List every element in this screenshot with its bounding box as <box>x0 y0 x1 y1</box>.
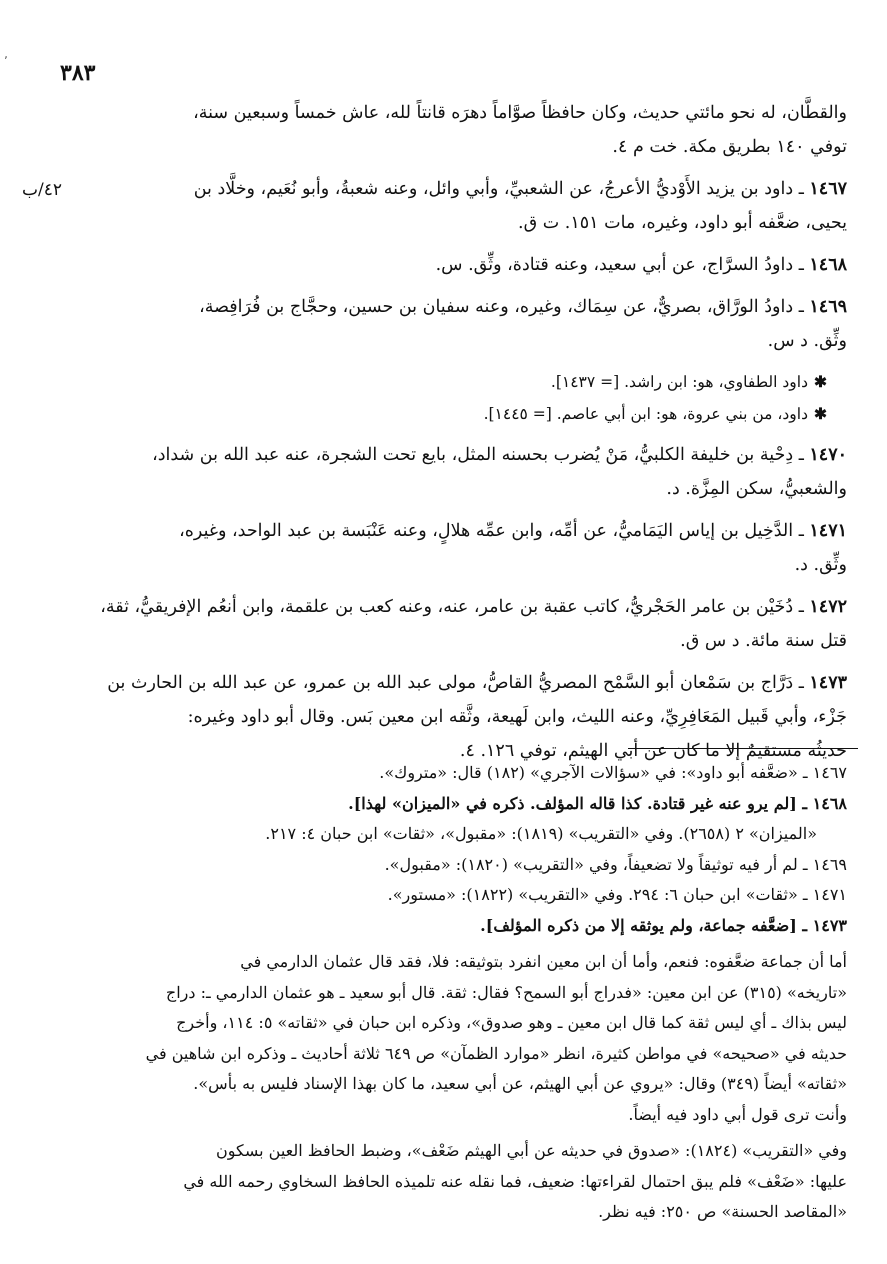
main-text <box>80 96 847 776</box>
entry-number: ١٤٦٩ <box>809 297 847 317</box>
entry-1469 <box>80 290 847 358</box>
entry-text: دَرَّاج بن سَمْعان أبو السَّمْح المصريُّ القاصُّ، مولى عبد الله بن عمرو، عن عبد الله بن الحارث بن <box>107 673 794 693</box>
entry-number: ١٤٦٨ <box>809 255 847 275</box>
text-line: أما أن جماعة ضعَّفوه: فنعم، وأما أن ابن معين انفرد بتوثيقه: فلا، فقد قال عثمان الدارمي في <box>240 952 847 971</box>
entry-number: ١٤٧٠ <box>809 445 847 465</box>
text-line: ١٤٦٧ ـ داود بن يزيد الأَوْديُّ الأعرجُ، عن الشعبيِّ، وأبي وائل، وعنه شعبةُ، وأبو نُعَيم، وخلَّاد بن <box>193 179 847 199</box>
text-line: «المقاصد الحسنة» ص ٢٥٠: فيه نظر. <box>598 1202 847 1221</box>
text-line: «ثقاته» أيضاً (٣٤٩) وقال: «يروي عن أبي الهيثم، عن أبي سعيد، ما كان بهذا الإسناد فليس به بأس». <box>193 1074 847 1093</box>
entry-1471 <box>80 514 847 582</box>
footnote-1471: ١٤٧١ ـ «ثقات» ابن حبان ٦: ٢٩٤. وفي «التقريب» (١٨٢٢): «مستور». <box>387 885 847 904</box>
text-line: ١٤٧١ ـ الدَّخِيل بن إياس اليَمَاميُّ، عن أمِّه، وابن عمِّه هلالٍ، وعنه عَنْبَسة بن عبد الواحد، وغيره، <box>179 521 847 541</box>
footnotes <box>80 758 847 1228</box>
entry-number: ١٤٧٢ <box>809 597 847 617</box>
text-line: «تاريخه» (٣١٥) عن ابن معين: «فدراج أبو السمح؟ فقال: ثقة. قال أبو سعيد ـ هو عثمان الدارمي ـ: دراج <box>165 982 847 1002</box>
text-line: وثِّق. د. <box>794 555 847 575</box>
footnote-1473: ١٤٧٣ ـ [ضعَّفه جماعة، ولم يوثقه إلا من ذكره المؤلف]. <box>480 915 847 935</box>
entry-1473 <box>80 666 847 768</box>
text-line: ١٤٧٣ ـ دَرَّاج بن سَمْعان أبو السَّمْح المصريُّ القاصُّ، مولى عبد الله بن عمرو، عن عبد الله بن الحارث بن <box>107 673 847 693</box>
cross-reference <box>80 366 827 398</box>
text-line: ١٤٧٠ ـ دِحْية بن خليفة الكلبيُّ، مَنْ يُضرب بحسنه المثل، بايع تحت الشجرة، عنه عبد الله بن شداد، <box>152 445 847 465</box>
footnote-1467: ١٤٦٧ ـ «ضعَّفه أبو داود»: في «سؤالات الآجري» (١٨٢) قال: «متروك». <box>379 763 847 782</box>
entry-text: دُخَيْن بن عامر الحَجْريُّ، كاتب عقبة بن عامر، عنه، وعنه كعب بن علقمة، وابن أنعُم الإفريقيُّ، ثقة، <box>100 597 794 617</box>
page-number: ٣٨٣ <box>60 60 96 86</box>
marginal-folio-note: ٤٢/ب <box>22 180 62 200</box>
continuation-text <box>80 96 847 164</box>
entry-text: دِحْية بن خليفة الكلبيُّ، مَنْ يُضرب بحسنه المثل، بايع تحت الشجرة، عنه عبد الله بن شداد، <box>152 445 794 465</box>
entry-text: داود بن يزيد الأَوْديُّ الأعرجُ، عن الشعبيِّ، وأبي وائل، وعنه شعبةُ، وأبو نُعَيم، وخلَّاد بن <box>193 179 794 199</box>
footnote-divider <box>628 748 858 749</box>
corner-mark: ٬ <box>4 54 8 68</box>
entry-1470 <box>80 438 847 506</box>
entry-number: ١٤٦٧ <box>809 179 847 199</box>
text-line: وثِّق. د س. <box>767 331 847 351</box>
cross-reference-text: داود، من بني عروة، هو: ابن أبي عاصم. [= ١٤٤٥]. <box>483 405 808 423</box>
entry-number: ١٤٧١ <box>809 521 847 541</box>
text-line: وفي «التقريب» (١٨٢٤): «صدوق في حديثه عن أبي الهيثم ضَعْف»، وضبط الحافظ العين بسكون <box>215 1141 847 1160</box>
asterisk-icon: ✱ <box>814 404 827 423</box>
footnote-paragraph <box>80 1136 847 1228</box>
text-line: ١٤٦٩ ـ داودُ الورَّاق، بصريٌّ، عن سِمَاك، وغيره، وعنه سفيان بن حسين، وحجَّاج بن فُرَافِصة، <box>199 297 847 317</box>
footnote-1468: ١٤٦٨ ـ [لم يرو عنه غير قتادة. كذا قاله المؤلف. ذكره في «الميزان» لهذا]. <box>348 793 847 813</box>
entry-1467 <box>80 172 847 240</box>
text-line: عليها: «ضَعْف» فلم يبق احتمال لقراءتها: ضعيف، فما نقله عنه تلميذه الحافظ السخاوي رحمه الله في <box>183 1171 847 1191</box>
text-line: جَزْء، وأبي قَبيل المَعَافِرِيِّ، وعنه الليث، وابن لَهيعة، وثَّقه ابن معين بَس. وقال أبو داود وغيره: <box>187 707 847 727</box>
entry-text: داودُ السرَّاج، عن أبي سعيد، وعنه قتادة، وثِّق. س. <box>435 255 794 275</box>
text-line: قتل سنة مائة. د س ق. <box>680 631 847 651</box>
text-line: توفي ١٤٠ بطريق مكة. خت م ٤. <box>612 137 847 157</box>
text-line: يحيى، ضعَّفه أبو داود، وغيره، مات ١٥١. ت ق. <box>518 213 847 233</box>
entry-text: داودُ الورَّاق، بصريٌّ، عن سِمَاك، وغيره، وعنه سفيان بن حسين، وحجَّاج بن فُرَافِصة، <box>199 297 794 317</box>
text-line: ١٤٦٨ ـ داودُ السرَّاج، عن أبي سعيد، وعنه قتادة، وثِّق. س. <box>435 255 847 275</box>
entry-1468 <box>80 248 847 282</box>
cross-reference <box>80 398 827 430</box>
asterisk-icon: ✱ <box>814 372 827 391</box>
text-line: والشعبيُّ، سكن المِزَّة. د. <box>666 479 847 499</box>
text-line: حديثُه مستقيمٌ إلا ما كان عن أبي الهيثم، توفي ١٢٦. ٤. <box>459 741 847 761</box>
entry-1472 <box>80 590 847 658</box>
footnote-1469: ١٤٦٩ ـ لم أر فيه توثيقاً ولا تضعيفاً، وفي «التقريب» (١٨٢٠): «مقبول». <box>384 854 847 874</box>
entry-number: ١٤٧٣ <box>809 673 847 693</box>
footnote-1468-detail: «الميزان» ٢ (٢٦٥٨). وفي «التقريب» (١٨١٩): «مقبول»، «ثقات» ابن حبان ٤: ٢١٧. <box>265 824 817 843</box>
entry-text: الدَّخِيل بن إياس اليَمَاميُّ، عن أمِّه، وابن عمِّه هلالٍ، وعنه عَنْبَسة بن عبد الواحد، وغيره، <box>179 521 794 541</box>
text-line: حديثه في «صحيحه» في مواطن كثيرة، انظر «موارد الظمآن» ص ٦٤٩ ثلاثة أحاديث ـ وذكره ابن شاهين في <box>145 1043 847 1063</box>
text-line: والقطَّان، له نحو مائتي حديث، وكان حافظاً صوَّاماً دهرَه قانتاً لله، عاش خمساً وسبعين سنة، <box>193 103 847 123</box>
footnote-paragraph <box>80 947 847 1130</box>
cross-reference-text: داود الطفاوي، هو: ابن راشد. [= ١٤٣٧]. <box>550 373 808 391</box>
text-line: ١٤٧٢ ـ دُخَيْن بن عامر الحَجْريُّ، كاتب عقبة بن عامر، عنه، وعنه كعب بن علقمة، وابن أنعُم الإفريقيُّ، ثقة، <box>100 597 847 617</box>
text-line: وأنت ترى قول أبي داود فيه أيضاً. <box>628 1104 847 1124</box>
text-line: ليس بذاك ـ أي ليس ثقة كما قال ابن معين ـ وهو صدوق»، وذكره ابن حبان في «ثقاته» ٥: ١١٤، وأخرج <box>176 1013 847 1032</box>
